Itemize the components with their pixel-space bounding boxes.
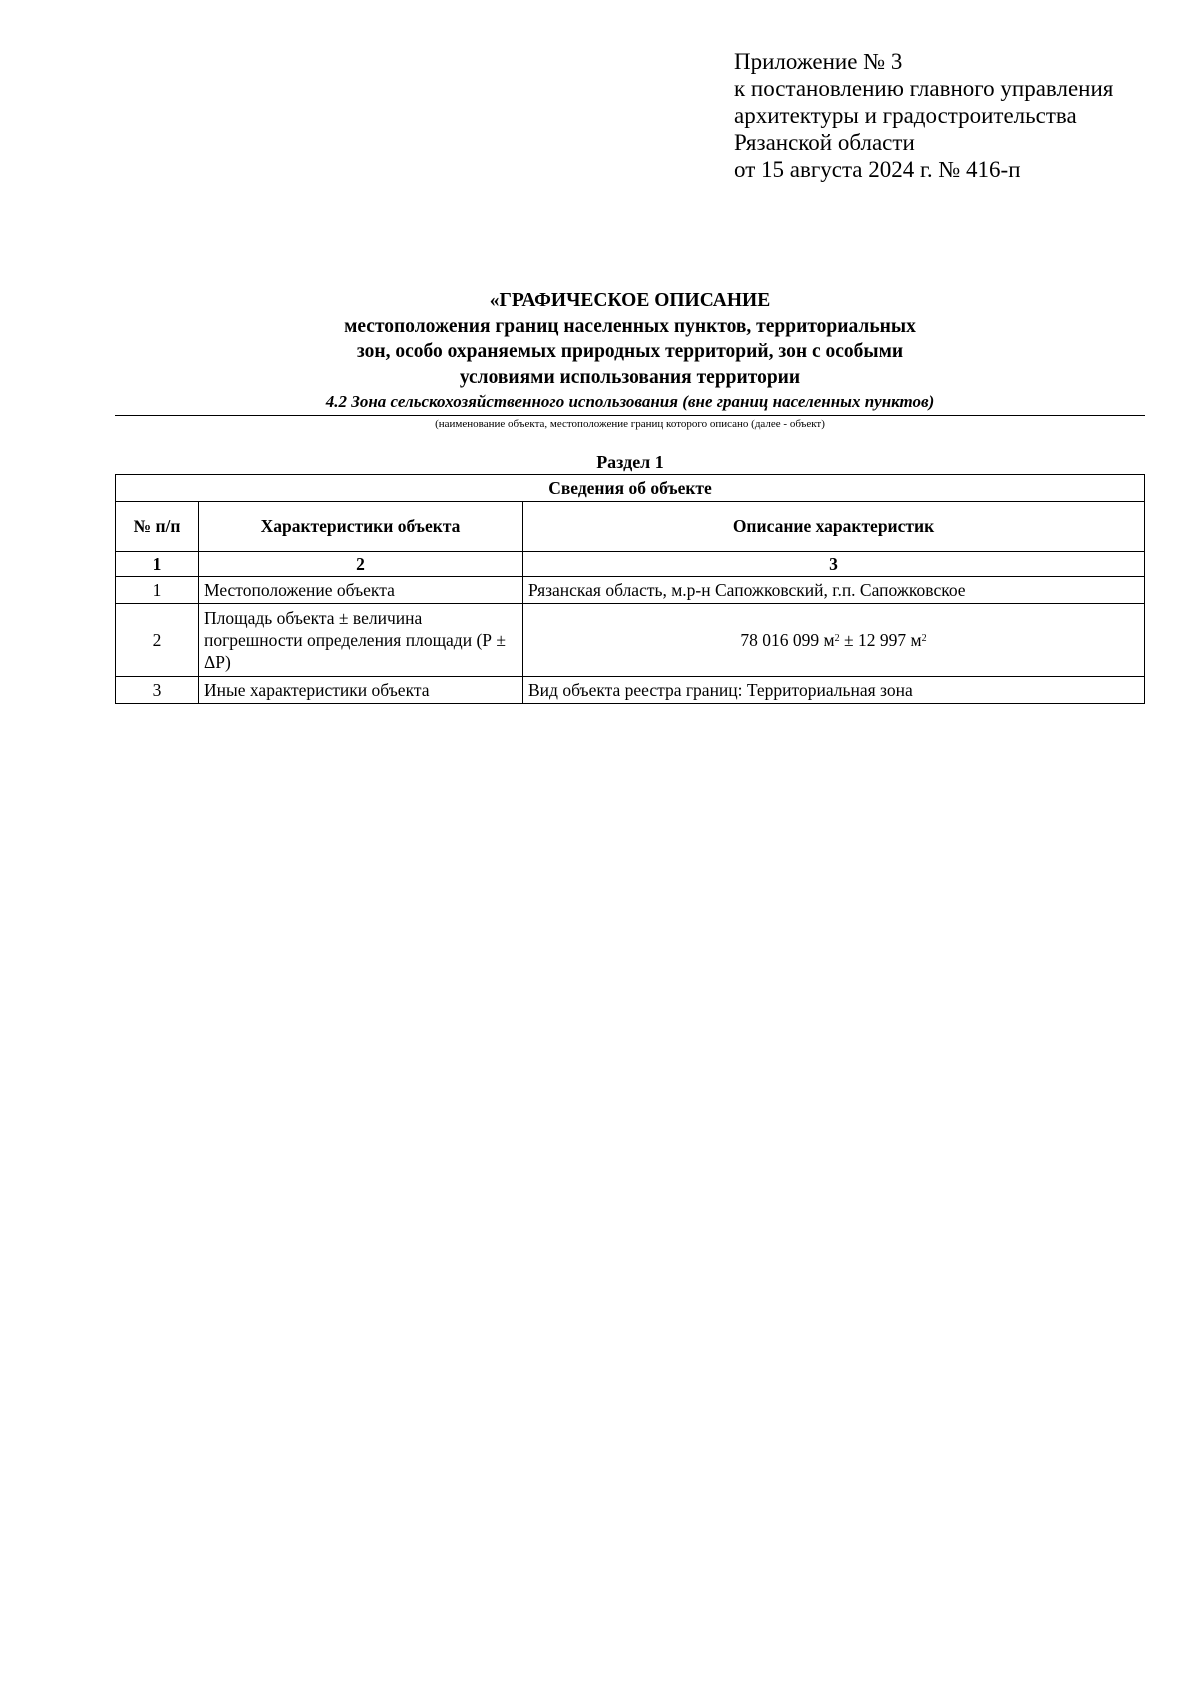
area-separator: ± bbox=[839, 630, 858, 650]
appendix-line: архитектуры и градостроительства bbox=[734, 103, 1077, 128]
title-line: условиями использования территории bbox=[459, 366, 801, 388]
appendix-header bbox=[734, 48, 1174, 183]
column-number: 1 bbox=[116, 552, 199, 577]
unit-superscript: 2 bbox=[921, 633, 927, 644]
object-name: 4.2 Зона сельскохозяйственного использования (вне границ населенных пунктов) bbox=[115, 391, 1145, 416]
row-characteristic: Площадь объекта ± величина погрешности определения площади (Р ± ΔР) bbox=[199, 604, 523, 677]
appendix-line: от 15 августа 2024 г. № 416-п bbox=[734, 157, 1021, 182]
appendix-line: Рязанской области bbox=[734, 130, 915, 155]
appendix-line: к постановлению главного управления bbox=[734, 76, 1114, 101]
unit-superscript: 2 bbox=[834, 633, 840, 644]
table-header-row bbox=[116, 502, 1145, 552]
object-info-table bbox=[115, 474, 1145, 704]
row-description bbox=[523, 604, 1145, 677]
row-description: Вид объекта реестра границ: Территориальная зона bbox=[523, 677, 1145, 704]
title-line: местоположения границ населенных пунктов, территориальных bbox=[344, 315, 916, 337]
header-description: Описание характеристик bbox=[523, 502, 1145, 552]
document-title bbox=[115, 288, 1145, 431]
appendix-line: Приложение № 3 bbox=[734, 49, 903, 74]
row-num: 3 bbox=[116, 677, 199, 704]
table-row bbox=[116, 677, 1145, 704]
area-error: 12 997 м bbox=[857, 630, 922, 650]
row-num: 2 bbox=[116, 604, 199, 677]
table-row bbox=[116, 577, 1145, 604]
column-number: 2 bbox=[199, 552, 523, 577]
title-line: «ГРАФИЧЕСКОЕ ОПИСАНИЕ bbox=[489, 290, 771, 311]
column-number-row bbox=[116, 552, 1145, 577]
section-title: Раздел 1 bbox=[596, 452, 664, 472]
table-caption: Сведения об объекте bbox=[116, 475, 1145, 502]
row-description: Рязанская область, м.р-н Сапожковский, г.п. Сапожковское bbox=[523, 577, 1145, 604]
title-line: зон, особо охраняемых природных территорий, зон с особыми bbox=[356, 341, 904, 362]
column-number: 3 bbox=[523, 552, 1145, 577]
row-characteristic: Местоположение объекта bbox=[199, 577, 523, 604]
table-caption-row bbox=[116, 475, 1145, 502]
row-num: 1 bbox=[116, 577, 199, 604]
table-row bbox=[116, 604, 1145, 677]
header-num: № п/п bbox=[116, 502, 199, 552]
row-characteristic: Иные характеристики объекта bbox=[199, 677, 523, 704]
object-caption: (наименование объекта, местоположение границ которого описано (далее - объект) bbox=[435, 418, 825, 430]
header-characteristic: Характеристики объекта bbox=[199, 502, 523, 552]
area-value: 78 016 099 м bbox=[740, 630, 835, 650]
